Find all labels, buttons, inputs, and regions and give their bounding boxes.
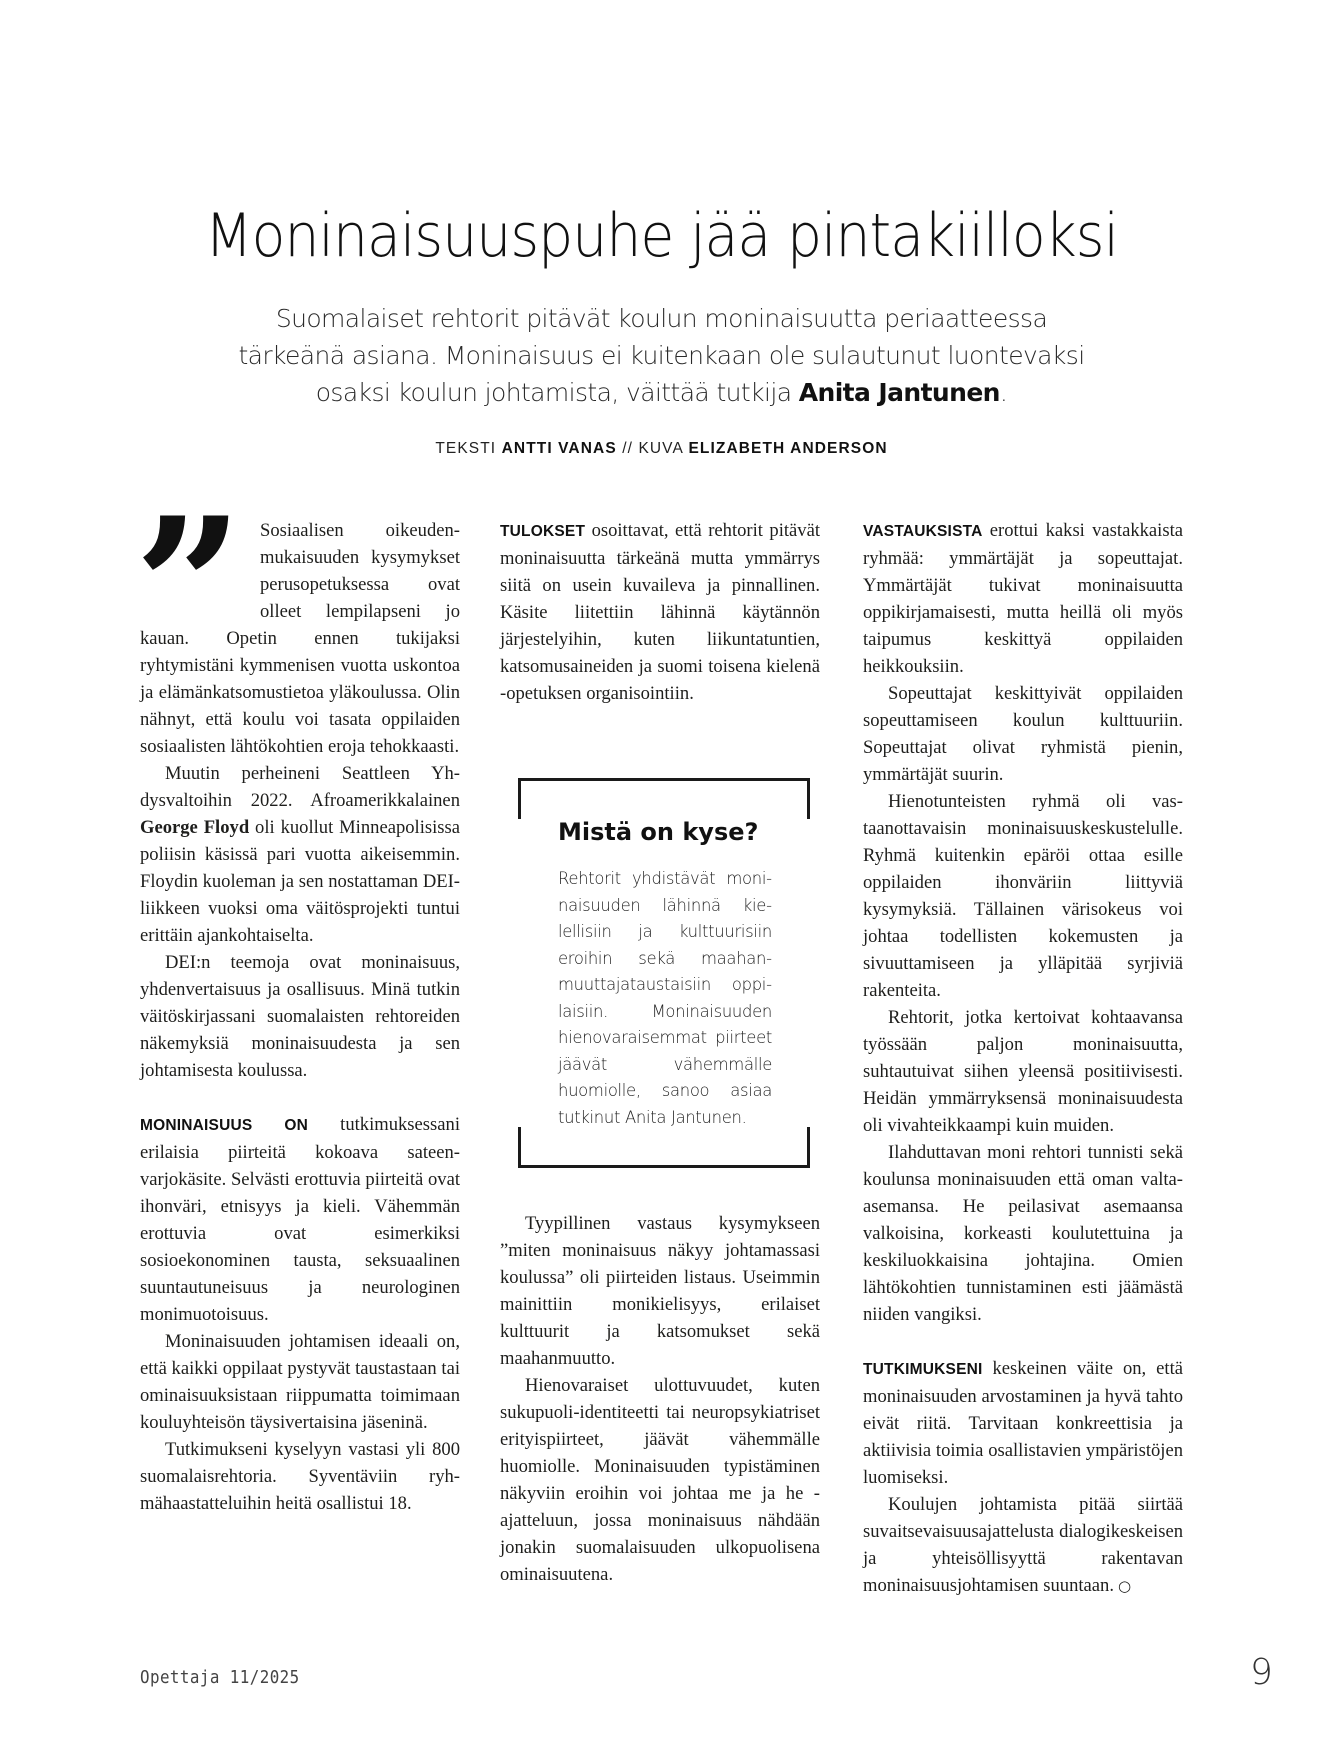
paragraph [863, 1491, 1183, 1600]
section-lead-in: VASTAUKSISTA [863, 523, 983, 540]
paragraph: Hienotunteisten ryhmä oli vastaanottavaisin moninaisuuskeskustelulle. Ryhmä kuitenkin epäröi ottaa esille oppilaiden ihonväriin liittyviä kysymyksiä. Tällainen värisokeus voi johtaa todellisten kokemusten ja sivuuttamiseen ja ylläpitää syrjiviä rakenteita. [863, 791, 1183, 1001]
paragraph-text: oli kuollut Minneapolisissa poliisin käsissä pari vuotta aikeisemmin. Floydin kuoleman ja sen nostattaman DEI-liikkeen vuoksi oma väitösprojekti tuntui erittäin ajankohtaiselta. [140, 817, 460, 946]
paragraph [134, 476, 460, 760]
article-column-3 [863, 517, 1183, 1600]
paragraph: Tutkimukseni kyselyyn vastasi yli 800 suomalaisrehtoria. Syventäviin ryhmähaastatteluihin heitä osallistui 18. [140, 1439, 460, 1514]
paragraph-text: osoittavat, että rehtorit pitävät moninaisuutta tärkeänä mutta ymmärrys siitä on usein kuvaileva ja pinnallinen. Käsite liitettiin lähinnä käytännön järjestelyihin, kuten liikuntatuntien, katsomusaineiden ja suomi toisena kielenä -opetuksen organisointiin. [500, 520, 820, 704]
byline-separator: // [622, 440, 634, 457]
quote-mark-icon: ” [134, 476, 230, 699]
person-name: George Floyd [140, 817, 250, 838]
article-column-2-upper [500, 517, 820, 707]
paragraph-text: keskeinen väite on, että moninaisuuden arvostaminen ja hyvä tahto eivät riitä. Tarvitaan konkreettisia ja aktiivisia toimia osallistavien ympäristöjen luomiseksi. [863, 1358, 1183, 1488]
paragraph: Hienovaraiset ulottuvuudet, kuten sukupuoli-identiteetti tai neuropsykiatriset erityispiirteet, jäävät vähemmälle huomiolle. Moninaisuuden typistäminen näkyviin eroihin voi johtaa me ja he -ajatteluun, jossa moninaisuus nähdään jonakin suomalaisuuden ulkopuolisena ominaisuutena. [500, 1375, 820, 1585]
paragraph: DEI:n teemoja ovat moninaisuus, yhdenvertaisuus ja osallisuus. Minä tutkin väitöskirjassani suomalaisten rehtoreiden näkemyksiä moninaisuudesta ja sen johtamisesta koulussa. [140, 952, 460, 1081]
paragraph: Ilahduttavan moni rehtori tunnisti sekä koulunsa moninaisuuden että oman valta-asemansa. He peilasivat asemaansa valkoisina, korkeasti koulutettuina ja keskiluokkaisina johtajina. Omien lähtökohtien tunnistaminen esti jäämästä niiden vangiksi. [863, 1142, 1183, 1325]
section-lead-in: TUTKIMUKSENI [863, 1361, 983, 1378]
article-column-1 [134, 476, 460, 1517]
publication-footer: Opettaja 11/2025 [140, 1667, 300, 1688]
paragraph [140, 760, 460, 949]
section-lead-in: TULOKSET [500, 523, 586, 540]
paragraph-text: Muutin perheineni Seattleen Yhdysvaltoihin 2022. Afroamerikkalainen [140, 763, 460, 811]
lead-paragraph [220, 300, 1103, 411]
paragraph-text: Sosiaalisen oikeudenmukaisuuden kysymykset perusopetuksessa ovat olleet lempilapseni jo kauan. Opetin ennen tukijaksi ryhtymistäni kymmenisen vuotta uskontoa ja elämänkatsomustietoa yläkoulussa. Olin nähnyt, että koulu voi tasata oppilaiden sosiaalisten lähtökohtien eroja tehokkaasti. [140, 520, 460, 757]
paragraph [863, 517, 1183, 680]
article-column-2-lower [500, 1210, 820, 1588]
paragraph: Sopeuttajat keskittyivät oppilaiden sopeuttamiseen koulun kulttuuriin. Sopeuttajat olivat ryhmistä pienin, ymmärtäjät suurin. [863, 683, 1183, 785]
byline-photo-label: KUVA [638, 440, 684, 457]
lead-text: Suomalaiset rehtorit pitävät koulun moninaisuutta periaatteessa tärkeänä asiana. Moninaisuus ei kuitenkaan ole sulautunut luontevaksi osaksi koulun johtamista, väittää tutkija [238, 304, 1085, 407]
paragraph-text: Koulujen johtamista pitää siirtää suvaitsevaisuusajattelusta dialogikeskeisen ja yhteisöllisyyttä rakentavan moninaisuusjohtamisen suuntaan. [863, 1494, 1183, 1596]
paragraph: Tyypillinen vastaus kysymykseen ”miten moninaisuus näkyy johtamassasi koulussa” oli piirteiden listaus. Useimmin mainittiin monikielisyys, erilaiset kulttuurit ja katsomukset sekä maahanmuutto. [500, 1213, 820, 1369]
byline-photographer: ELIZABETH ANDERSON [688, 440, 888, 457]
byline-text-label: TEKSTI [435, 440, 497, 457]
factbox-body: Rehtorit yhdistävät moninaisuuden lähinnä kielellisiin ja kulttuurisiin eroihin sekä maahanmuuttajataustaisiin oppilaisiin. Moninaisuuden hienovaraisemmat piirteet jäävät vähemmälle huomiolle, sanoo asiaa tutkinut Anita Jantunen. [558, 869, 772, 1127]
factbox [518, 778, 806, 1168]
page-number: 9 [1250, 1652, 1273, 1693]
factbox-bottom-bracket [518, 1127, 810, 1168]
headline: Moninaisuuspuhe jää pintakiilloksi [204, 201, 1119, 271]
end-mark-icon: ○ [1118, 1577, 1132, 1595]
paragraph [500, 517, 820, 707]
factbox-title: Mistä on kyse? [558, 818, 759, 846]
paragraph [140, 1111, 460, 1328]
factbox-top-bracket [518, 778, 810, 819]
lead-researcher-name: Anita Jantunen [798, 378, 1000, 407]
paragraph [863, 1355, 1183, 1491]
paragraph-text: tutkimuksessani erilaisia piirteitä kokoava sateenvarjokäsite. Selvästi erottuvia piirteitä ovat ihonväri, etnisyys ja kieli. Vähemmän erottuvia ovat esimerkiksi sosioekonominen tausta, seksuaalinen suuntautuneisuus ja neurologinen monimuotoisuus. [140, 1114, 460, 1325]
paragraph: Moninaisuuden johtamisen ideaali on, että kaikki oppilaat pystyvät taustastaan tai ominaisuuksistaan riippumatta toimimaan kouluyhteisön täysivertaisina jäseninä. [140, 1331, 460, 1433]
paragraph-text: erottui kaksi vastakkaista ryhmää: ymmärtäjät ja sopeuttajat. Ymmärtäjät tukivat moninaisuutta oppikirjamaisesti, mutta heillä oli myös taipumus keskittyä oppilaiden heikkouksiin. [863, 520, 1183, 677]
paragraph: Rehtorit, jotka kertoivat kohtaavansa työssään paljon moninaisuutta, suhtautuivat siihen yleensä positiivisesti. Heidän ymmärryksensä moninaisuudesta oli vivahteikkaampi kuin muiden. [863, 1007, 1183, 1136]
byline [0, 440, 1323, 458]
byline-author: ANTTI VANAS [501, 440, 617, 457]
section-lead-in: MONINAISUUS ON [140, 1117, 309, 1134]
lead-end: . [999, 378, 1008, 407]
